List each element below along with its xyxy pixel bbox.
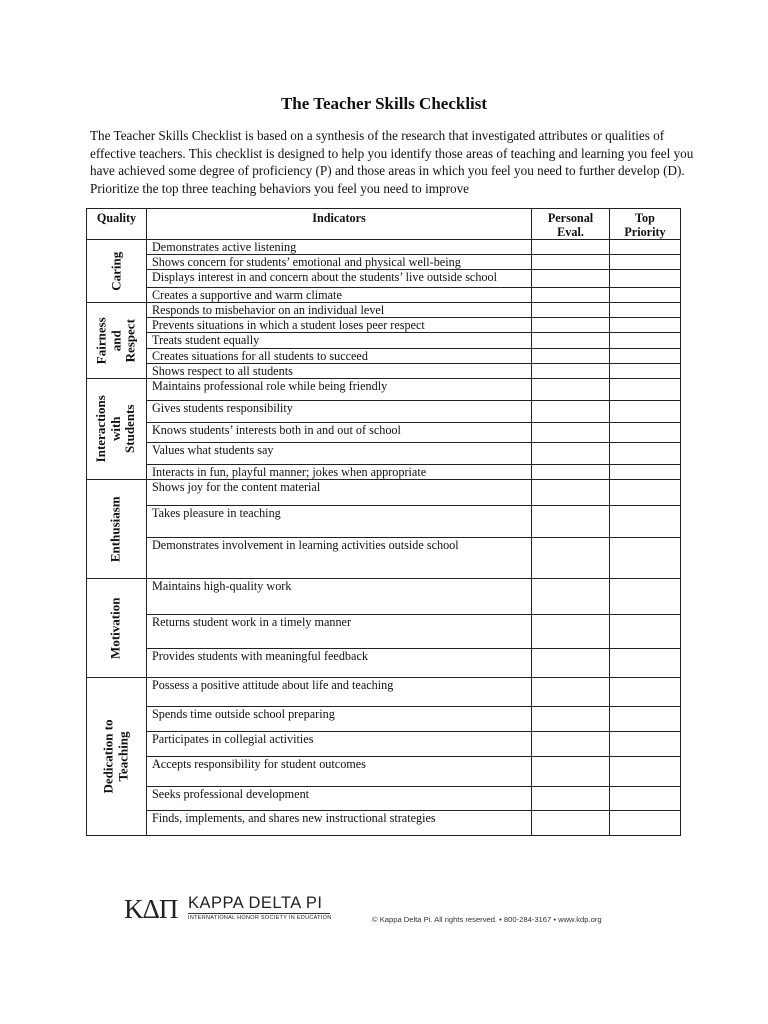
indicator-text: Returns student work in a timely manner [147,615,532,648]
indicator-text: Creates situations for all students to succeed [147,348,532,363]
quality-label-line: Dedication to [100,719,116,794]
indicator-text: Finds, implements, and shares new instructional strategies [147,810,532,835]
indicator-text: Participates in collegial activities [147,732,532,757]
top-priority-cell[interactable] [610,786,681,810]
table-row [87,648,681,677]
table-row [87,348,681,363]
table-row [87,270,681,287]
personal-eval-cell[interactable] [532,363,610,378]
personal-eval-cell[interactable] [532,401,610,423]
indicator-text: Treats student equally [147,333,532,348]
personal-eval-cell[interactable] [532,480,610,506]
quality-dedication-teaching [87,678,147,836]
indicator-text: Shows concern for students’ emotional and physical well-being [147,255,532,270]
top-priority-cell[interactable] [610,648,681,677]
personal-eval-cell[interactable] [532,707,610,732]
quality-label-line: Teaching [115,731,130,782]
quality-label-line: Enthusiasm [107,496,123,562]
top-priority-cell[interactable] [610,423,681,443]
indicator-text: Seeks professional development [147,786,532,810]
top-priority-cell[interactable] [610,303,681,318]
table-row [87,423,681,443]
table-row [87,303,681,318]
table-row [87,786,681,810]
logo-text-block [188,894,332,921]
quality-fairness-respect [87,303,147,379]
indicator-text: Provides students with meaningful feedback [147,648,532,677]
table-row [87,333,681,348]
personal-eval-cell[interactable] [532,786,610,810]
personal-eval-cell[interactable] [532,506,610,537]
indicator-text: Accepts responsibility for student outcomes [147,757,532,786]
top-priority-cell[interactable] [610,579,681,615]
intro-text [90,127,702,197]
checklist-table [86,208,681,836]
personal-eval-cell[interactable] [532,240,610,255]
header-top-line2: Priority [624,225,666,239]
top-priority-cell[interactable] [610,465,681,480]
indicator-text: Takes pleasure in teaching [147,506,532,537]
top-priority-cell[interactable] [610,615,681,648]
personal-eval-cell[interactable] [532,348,610,363]
indicator-text: Spends time outside school preparing [147,707,532,732]
personal-eval-cell[interactable] [532,255,610,270]
indicator-text: Shows joy for the content material [147,480,532,506]
top-priority-cell[interactable] [610,333,681,348]
quality-label [94,317,138,364]
quality-caring [87,240,147,303]
table-row [87,318,681,333]
indicator-text: Creates a supportive and warm climate [147,287,532,302]
table-row [87,615,681,648]
quality-label [109,252,124,291]
personal-eval-cell[interactable] [532,615,610,648]
top-priority-cell[interactable] [610,443,681,465]
personal-eval-cell[interactable] [532,648,610,677]
table-row [87,255,681,270]
top-priority-cell[interactable] [610,363,681,378]
indicator-text: Knows students’ interests both in and out of school [147,423,532,443]
table-row [87,480,681,506]
header-indicators-label: Indicators [312,211,366,225]
header-indicators [147,209,532,240]
indicator-text: Responds to misbehavior on an individual level [147,303,532,318]
top-priority-cell[interactable] [610,678,681,707]
header-personal-eval [532,209,610,240]
indicator-text: Shows respect to all students [147,363,532,378]
personal-eval-cell[interactable] [532,379,610,401]
quality-label-line: Respect [122,318,138,363]
personal-eval-cell[interactable] [532,423,610,443]
personal-eval-cell[interactable] [532,287,610,302]
header-top-priority [610,209,681,240]
top-priority-cell[interactable] [610,480,681,506]
logo-subtitle: INTERNATIONAL HONOR SOCIETY IN EDUCATION [188,915,332,921]
quality-label-line: Motivation [107,597,123,659]
table-row [87,363,681,378]
table-row [87,506,681,537]
table-row [87,379,681,401]
top-priority-cell[interactable] [610,379,681,401]
quality-label [94,395,138,462]
top-priority-cell[interactable] [610,506,681,537]
indicator-text: Values what students say [147,443,532,465]
top-priority-cell[interactable] [610,707,681,732]
personal-eval-cell[interactable] [532,732,610,757]
table-row [87,401,681,423]
personal-eval-cell[interactable] [532,318,610,333]
kdp-logo-mark-icon [124,893,182,923]
top-priority-cell[interactable] [610,348,681,363]
personal-eval-cell[interactable] [532,303,610,318]
quality-interactions-students [87,379,147,480]
table-row [87,732,681,757]
header-top-line1: Top [635,211,655,225]
header-quality [87,209,147,240]
kdp-logo-letters: KΔΠ [124,894,178,923]
quality-label-line: Caring [107,251,123,291]
quality-enthusiasm [87,480,147,579]
quality-motivation [87,579,147,678]
indicator-text: Interacts in fun, playful manner; jokes when appropriate [147,465,532,480]
quality-label-line: Students [122,404,138,454]
table-row [87,537,681,578]
top-priority-cell[interactable] [610,401,681,423]
logo-divider [188,913,330,914]
personal-eval-cell[interactable] [532,537,610,578]
personal-eval-cell[interactable] [532,810,610,835]
table-row [87,579,681,615]
top-priority-cell[interactable] [610,757,681,786]
table-row [87,810,681,835]
table-row [87,443,681,465]
logo-name: KAPPA DELTA PI [188,894,323,912]
personal-eval-cell[interactable] [532,333,610,348]
table-row [87,757,681,786]
table-row [87,287,681,302]
indicator-text: Displays interest in and concern about the students’ live outside school [147,270,532,287]
table-row [87,707,681,732]
personal-eval-cell[interactable] [532,270,610,287]
quality-label [102,719,131,793]
intro-paragraph: The Teacher Skills Checklist is based on a synthesis of the research that investigated attributes or qualities of effective teachers. This checklist is designed to help you identify those areas of teaching and learning you feel you have achieved some degree of proficiency (P) and those areas in which you feel you need to further develop (D). Prioritize the top three teaching behaviors you feel you need to improve [90,128,694,196]
personal-eval-cell[interactable] [532,465,610,480]
top-priority-cell[interactable] [610,732,681,757]
table-row [87,465,681,480]
top-priority-cell[interactable] [610,537,681,578]
personal-eval-cell[interactable] [532,757,610,786]
top-priority-cell[interactable] [610,287,681,302]
quality-label-line: and [107,330,123,351]
quality-label-line: Interactions [93,395,109,463]
page-title: The Teacher Skills Checklist [280,94,488,113]
header-personal-line1: Personal [547,211,594,225]
top-priority-cell[interactable] [610,810,681,835]
indicator-text: Gives students responsibility [147,401,532,423]
indicator-text: Prevents situations in which a student loses peer respect [147,318,532,333]
indicator-text: Maintains high-quality work [147,579,532,615]
quality-label [109,597,124,658]
top-priority-cell[interactable] [610,255,681,270]
header-personal-line2: Eval. [557,225,584,239]
indicator-text: Demonstrates active listening [147,240,532,255]
personal-eval-cell[interactable] [532,678,610,707]
copyright-line: © Kappa Delta Pi. All rights reserved. • 800-284-3167 • www.kdp.org [372,915,602,924]
quality-label-line: with [107,416,123,442]
quality-label-line: Fairness [93,317,109,364]
top-priority-cell[interactable] [610,270,681,287]
table-header-row [87,209,681,240]
table-row [87,678,681,707]
top-priority-cell[interactable] [610,318,681,333]
indicator-text: Demonstrates involvement in learning activities outside school [147,537,532,578]
indicator-text: Possess a positive attitude about life and teaching [147,678,532,707]
table-row [87,240,681,255]
header-quality-label: Quality [96,211,137,225]
personal-eval-cell[interactable] [532,443,610,465]
kappa-delta-pi-logo [124,893,332,929]
quality-label [109,496,124,562]
checklist-body [87,240,681,836]
personal-eval-cell[interactable] [532,579,610,615]
top-priority-cell[interactable] [610,240,681,255]
indicator-text: Maintains professional role while being friendly [147,379,532,401]
